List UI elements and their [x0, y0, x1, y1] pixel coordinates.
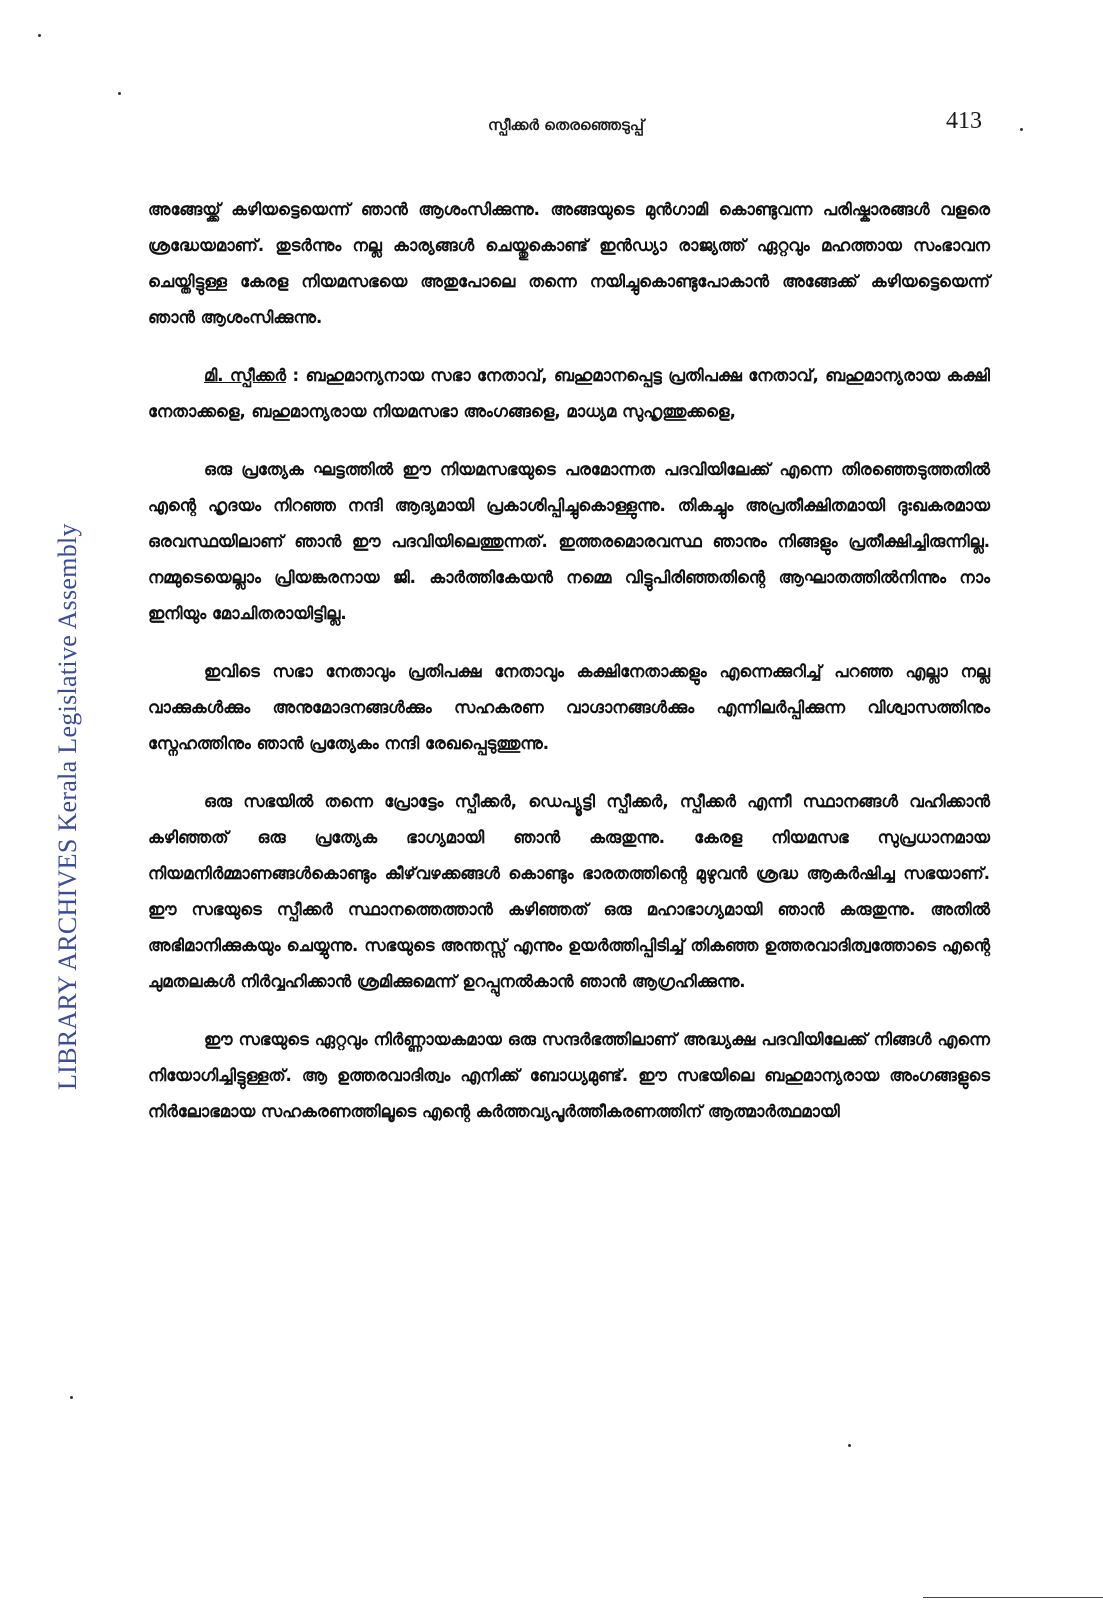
- scan-edge-rule: [923, 1597, 1103, 1598]
- paragraph-text: അങ്ങേയ്ക്ക് കഴിയട്ടെയെന്ന് ഞാൻ ആശംസിക്കുന്നു. അങ്ങയുടെ മുൻഗാമി കൊണ്ടുവന്ന പരിഷ്കാരങ്ങൾ വളരെ ശ്രദ്ധേയമാണ്. തുടർന്നും നല്ല കാര്യങ്ങൾ ചെയ്തുകൊണ്ട് ഇൻഡ്യാ രാജ്യത്ത് ഏറ്റവും മഹത്തായ സംഭാവന ചെയ്തിട്ടുള്ള കേരള നിയമസഭയെ അതുപോലെ തന്നെ നയിച്ചുകൊണ്ടുപോകാൻ അങ്ങേക്ക് കഴിയട്ടെയെന്ന് ഞാൻ ആശംസിക്കുന്നു.: [148, 200, 990, 327]
- paragraph-text: ഈ സഭയുടെ ഏറ്റവും നിർണ്ണായകമായ ഒരു സന്ദർഭത്തിലാണ് അദ്ധ്യക്ഷ പദവിയിലേക്ക് നിങ്ങൾ എന്നെ നിയോഗിച്ചിട്ടുള്ളത്. ആ ഉത്തരവാദിത്വം എനിക്ക് ബോധ്യമുണ്ട്. ഈ സഭയിലെ ബഹുമാന്യരായ അംഗങ്ങളുടെ നിർലോഭമായ സഹകരണത്തിലൂടെ എന്റെ കർത്തവ്യപൂർത്തീകരണത്തിന് ആത്മാർത്ഥമായി: [148, 1030, 990, 1121]
- page-body: [148, 192, 990, 1152]
- paragraph-text: ഇവിടെ സഭാ നേതാവും പ്രതിപക്ഷ നേതാവും കക്ഷിനേതാക്കളും എന്നെക്കുറിച്ച് പറഞ്ഞ എല്ലാ നല്ല വാക്കുകൾക്കും അനുമോദനങ്ങൾക്കും സഹകരണ വാഗ്ദാനങ്ങൾക്കും എന്നിലർപ്പിക്കുന്ന വിശ്വാസത്തിനും സ്നേഹത്തിനും ഞാൻ പ്രത്യേകം നന്ദി രേഖപ്പെടുത്തുന്നു.: [148, 662, 990, 753]
- speech-paragraph: [148, 358, 990, 430]
- paragraph-text: ഒരു പ്രത്യേക ഘട്ടത്തിൽ ഈ നിയമസഭയുടെ പരമോന്നത പദവിയിലേക്ക് എന്നെ തിരഞ്ഞെടുത്തതിൽ എന്റെ ഹൃദയം നിറഞ്ഞ നന്ദി ആദ്യമായി പ്രകാശിപ്പിച്ചുകൊള്ളുന്നു. തികച്ചും അപ്രതീക്ഷിതമായി ദുഃഖകരമായ ഒരവസ്ഥയിലാണ് ഞാൻ ഈ പദവിയിലെത്തുന്നത്. ഇത്തരമൊരവസ്ഥ ഞാനും നിങ്ങളും പ്രതീക്ഷിച്ചിരുന്നില്ല. നമ്മുടെയെല്ലാം പ്രിയങ്കരനായ ജി. കാർത്തികേയൻ നമ്മെ വിട്ടുപിരിഞ്ഞതിന്റെ ആഘാതത്തിൽനിന്നും നാം ഇനിയും മോചിതരായിട്ടില്ല.: [148, 460, 990, 623]
- paragraph: [148, 784, 990, 1000]
- paragraph: [148, 654, 990, 762]
- page-number: 413: [946, 108, 982, 134]
- running-head: സ്പീക്കർ തെരഞ്ഞെടുപ്പ്: [488, 116, 644, 134]
- scan-speck: [848, 1444, 851, 1447]
- speaker-label: മി. സ്പീക്കർ: [204, 366, 287, 385]
- paragraph: [148, 1022, 990, 1130]
- scan-speck: [118, 92, 121, 95]
- scan-speck: [38, 34, 41, 37]
- paragraph: [148, 452, 990, 632]
- scan-speck: [1020, 128, 1023, 131]
- paragraph-text: ഒരു സഭയിൽ തന്നെ പ്രോട്ടേം സ്പീക്കർ, ഡെപ്യൂട്ടി സ്പീക്കർ, സ്പീക്കർ എന്നീ സ്ഥാനങ്ങൾ വഹിക്കാൻ കഴിഞ്ഞത് ഒരു പ്രത്യേക ഭാഗ്യമായി ഞാൻ കരുതുന്നു. കേരള നിയമസഭ സുപ്രധാനമായ നിയമനിർമ്മാണങ്ങൾകൊണ്ടും കീഴ്‌വഴക്കങ്ങൾ കൊണ്ടും ഭാരതത്തിന്റെ മുഴുവൻ ശ്രദ്ധ ആകർഷിച്ച സഭയാണ്. ഈ സഭയുടെ സ്പീക്കർ സ്ഥാനത്തെത്താൻ കഴിഞ്ഞത് ഒരു മഹാഭാഗ്യമായി ഞാൻ കരുതുന്നു. അതിൽ അഭിമാനിക്കുകയും ചെയ്യുന്നു. സഭയുടെ അന്തസ്സ് എന്നും ഉയർത്തിപ്പിടിച്ച് തികഞ്ഞ ഉത്തരവാദിത്വത്തോടെ എന്റെ ചുമതലകൾ നിർവ്വഹിക്കാൻ ശ്രമിക്കുമെന്ന് ഉറപ്പുനൽകാൻ ഞാൻ ആഗ്രഹിക്കുന്നു.: [148, 792, 990, 991]
- archive-watermark: LIBRARY ARCHIVES Kerala Legislative Assembly: [53, 523, 82, 1090]
- paragraph: [148, 192, 990, 336]
- scan-speck: [70, 1396, 73, 1399]
- paragraph-text: : ബഹുമാന്യനായ സഭാ നേതാവ്, ബഹുമാനപ്പെട്ട പ്രതിപക്ഷ നേതാവ്, ബഹുമാന്യരായ കക്ഷി നേതാക്കളെ, ബഹുമാന്യരായ നിയമസഭാ അംഗങ്ങളെ, മാധ്യമ സുഹൃത്തുക്കളെ,: [148, 366, 991, 421]
